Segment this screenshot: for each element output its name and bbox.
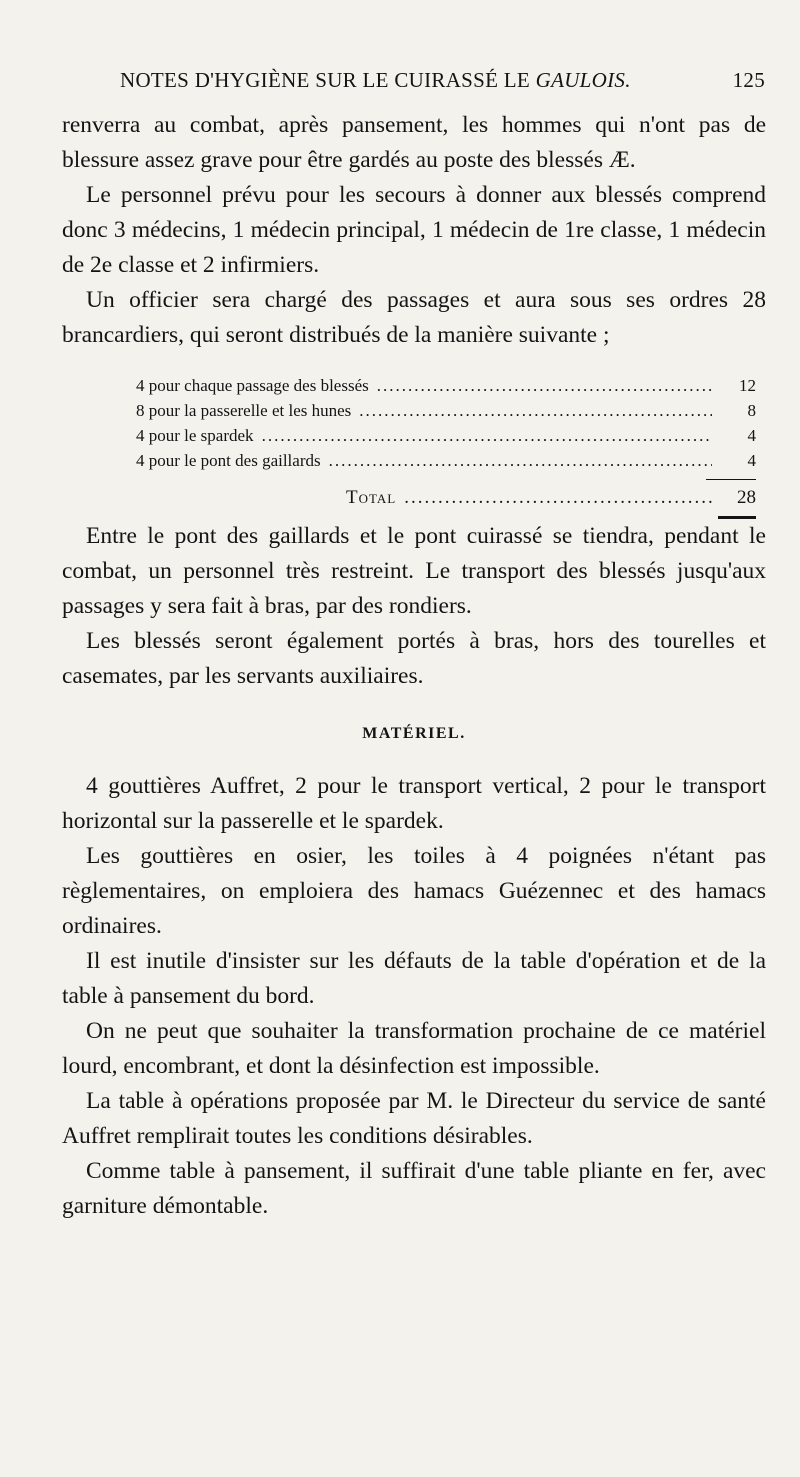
running-title-text: NOTES D'HYGIÈNE SUR LE CUIRASSÉ LE xyxy=(120,68,531,92)
distribution-table xyxy=(136,373,756,519)
row-label: 8 pour la passerelle et les hunes xyxy=(136,401,352,420)
dot-leader xyxy=(404,485,712,510)
page-number: 125 xyxy=(732,68,765,92)
running-header xyxy=(120,68,765,93)
row-value: 8 xyxy=(747,401,756,420)
paragraph: Les blessés seront également portés à bras, hors des tourelles et casemates, par les servants auxiliaires. xyxy=(62,628,766,689)
paragraph: Le personnel prévu pour les secours à donner aux blessés comprend donc 3 médecins, 1 médecin principal, 1 médecin de 1re classe, 1 médecin de 2e classe et 2 infirmiers. xyxy=(62,182,766,278)
row-value: 12 xyxy=(739,376,756,395)
row-value: 4 xyxy=(747,426,756,445)
paragraph: Il est inutile d'insister sur les défauts de la table d'opération et de la table à pansement du bord. xyxy=(62,948,766,1009)
dot-leader xyxy=(359,398,712,423)
page-body xyxy=(62,108,766,1224)
paragraph: On ne peut que souhaiter la transformation prochaine de ce matériel lourd, encombrant, et dont la désinfection est impossible. xyxy=(62,1018,766,1079)
row-label: 4 pour le spardek xyxy=(136,426,254,445)
row-label: 4 pour le pont des gaillards xyxy=(136,451,321,470)
dot-leader xyxy=(329,448,712,473)
section-heading: MATÉRIEL. xyxy=(362,725,466,742)
dot-leader xyxy=(262,423,712,448)
row-value: 4 xyxy=(747,451,756,470)
row-label: 4 pour chaque passage des blessés xyxy=(136,376,369,395)
table-row xyxy=(136,423,756,448)
table-row xyxy=(136,448,756,473)
total-value: 28 xyxy=(737,487,756,508)
paragraph: Comme table à pansement, il suffirait d'une table pliante en fer, avec garniture démontable. xyxy=(62,1158,766,1219)
running-title xyxy=(120,68,631,93)
table-row xyxy=(136,373,756,398)
dot-leader xyxy=(377,373,712,398)
paragraph: renverra au combat, après pansement, les hommes qui n'ont pas de blessure assez grave pour être gardés au poste des blessés Æ. xyxy=(62,112,766,173)
paragraph: Un officier sera chargé des passages et aura sous ses ordres 28 brancardiers, qui seront distribués de la manière suivante ; xyxy=(62,287,766,348)
paragraph: 4 gouttières Auffret, 2 pour le transport vertical, 2 pour le transport horizontal sur la passerelle et le spardek. xyxy=(62,773,766,834)
sum-rule xyxy=(706,479,756,481)
paragraph: La table à opérations proposée par M. le Directeur du service de santé Auffret remplirait toutes les conditions désirables. xyxy=(62,1088,766,1149)
total-row xyxy=(346,485,756,510)
paragraph: Entre le pont des gaillards et le pont cuirassé se tiendra, pendant le combat, un personnel très restreint. Le transport des blessés jusqu'aux passages y sera fait à bras, par des rondiers. xyxy=(62,523,766,619)
running-title-italic: GAULOIS. xyxy=(535,68,631,92)
total-label: Total xyxy=(346,487,397,508)
table-row xyxy=(136,398,756,423)
paragraph: Les gouttières en osier, les toiles à 4 poignées n'étant pas règlementaires, on emploiera des hamacs Guézennec et des hamacs ordinaires. xyxy=(62,843,766,939)
